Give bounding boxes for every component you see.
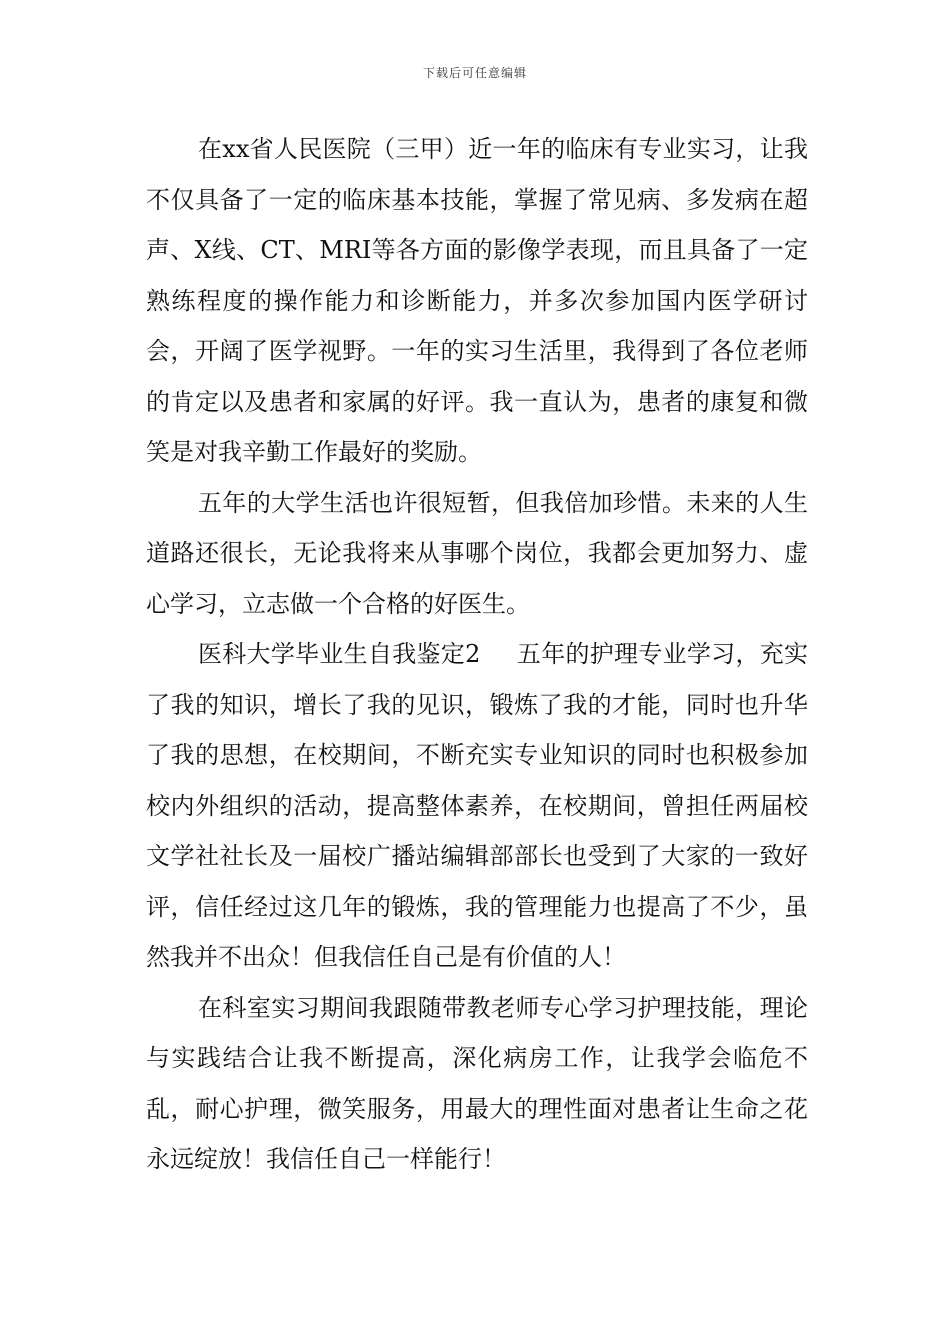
section-title: 医科大学毕业生自我鉴定2 — [198, 640, 481, 668]
paragraph-3-text: 五年的护理专业学习，充实了我的知识，增长了我的见识，锻炼了我的才能，同时也升华了我的思想，在校期间，不断充实专业知识的同时也积极参加校内外组织的活动，提高整体素养，在校期间，曾担任两届校文学社社长及一届校广播站编辑部部长也受到了大家的一致好评，信任经过这几年的锻炼，我的管理能力也提高了不少，虽然我并不出众！但我信任自己是有价值的人！ — [146, 640, 808, 971]
paragraph-2-text: 五年的大学生活也许很短暂，但我倍加珍惜。未来的人生道路还很长，无论我将来从事哪个岗位，我都会更加努力、虚心学习，立志做一个合格的好医生。 — [146, 488, 808, 618]
paragraph-1 — [146, 124, 808, 478]
header-note: 下载后可任意编辑 — [422, 66, 527, 80]
paragraph-4 — [146, 983, 808, 1185]
paragraph-1-text: 在xx省人民医院（三甲）近一年的临床有专业实习，让我不仅具备了一定的临床基本技能，掌握了常见病、多发病在超声、X线、CT、MRI等各方面的影像学表现，而且具备了一定熟练程度的操作能力和诊断能力，并多次参加国内医学研讨会，开阔了医学视野。一年的实习生活里，我得到了各位老师的肯定以及患者和家属的好评。我一直认为，患者的康复和微笑是对我辛勤工作最好的奖励。 — [146, 135, 808, 466]
paragraph-4-text: 在科室实习期间我跟随带教老师专心学习护理技能，理论与实践结合让我不断提高，深化病房工作，让我学会临危不乱，耐心护理，微笑服务，用最大的理性面对患者让生命之花永远绽放！我信任自己一样能行！ — [146, 993, 808, 1173]
paragraph-2 — [146, 478, 808, 630]
document-body — [146, 124, 808, 1185]
paragraph-3 — [146, 629, 808, 983]
